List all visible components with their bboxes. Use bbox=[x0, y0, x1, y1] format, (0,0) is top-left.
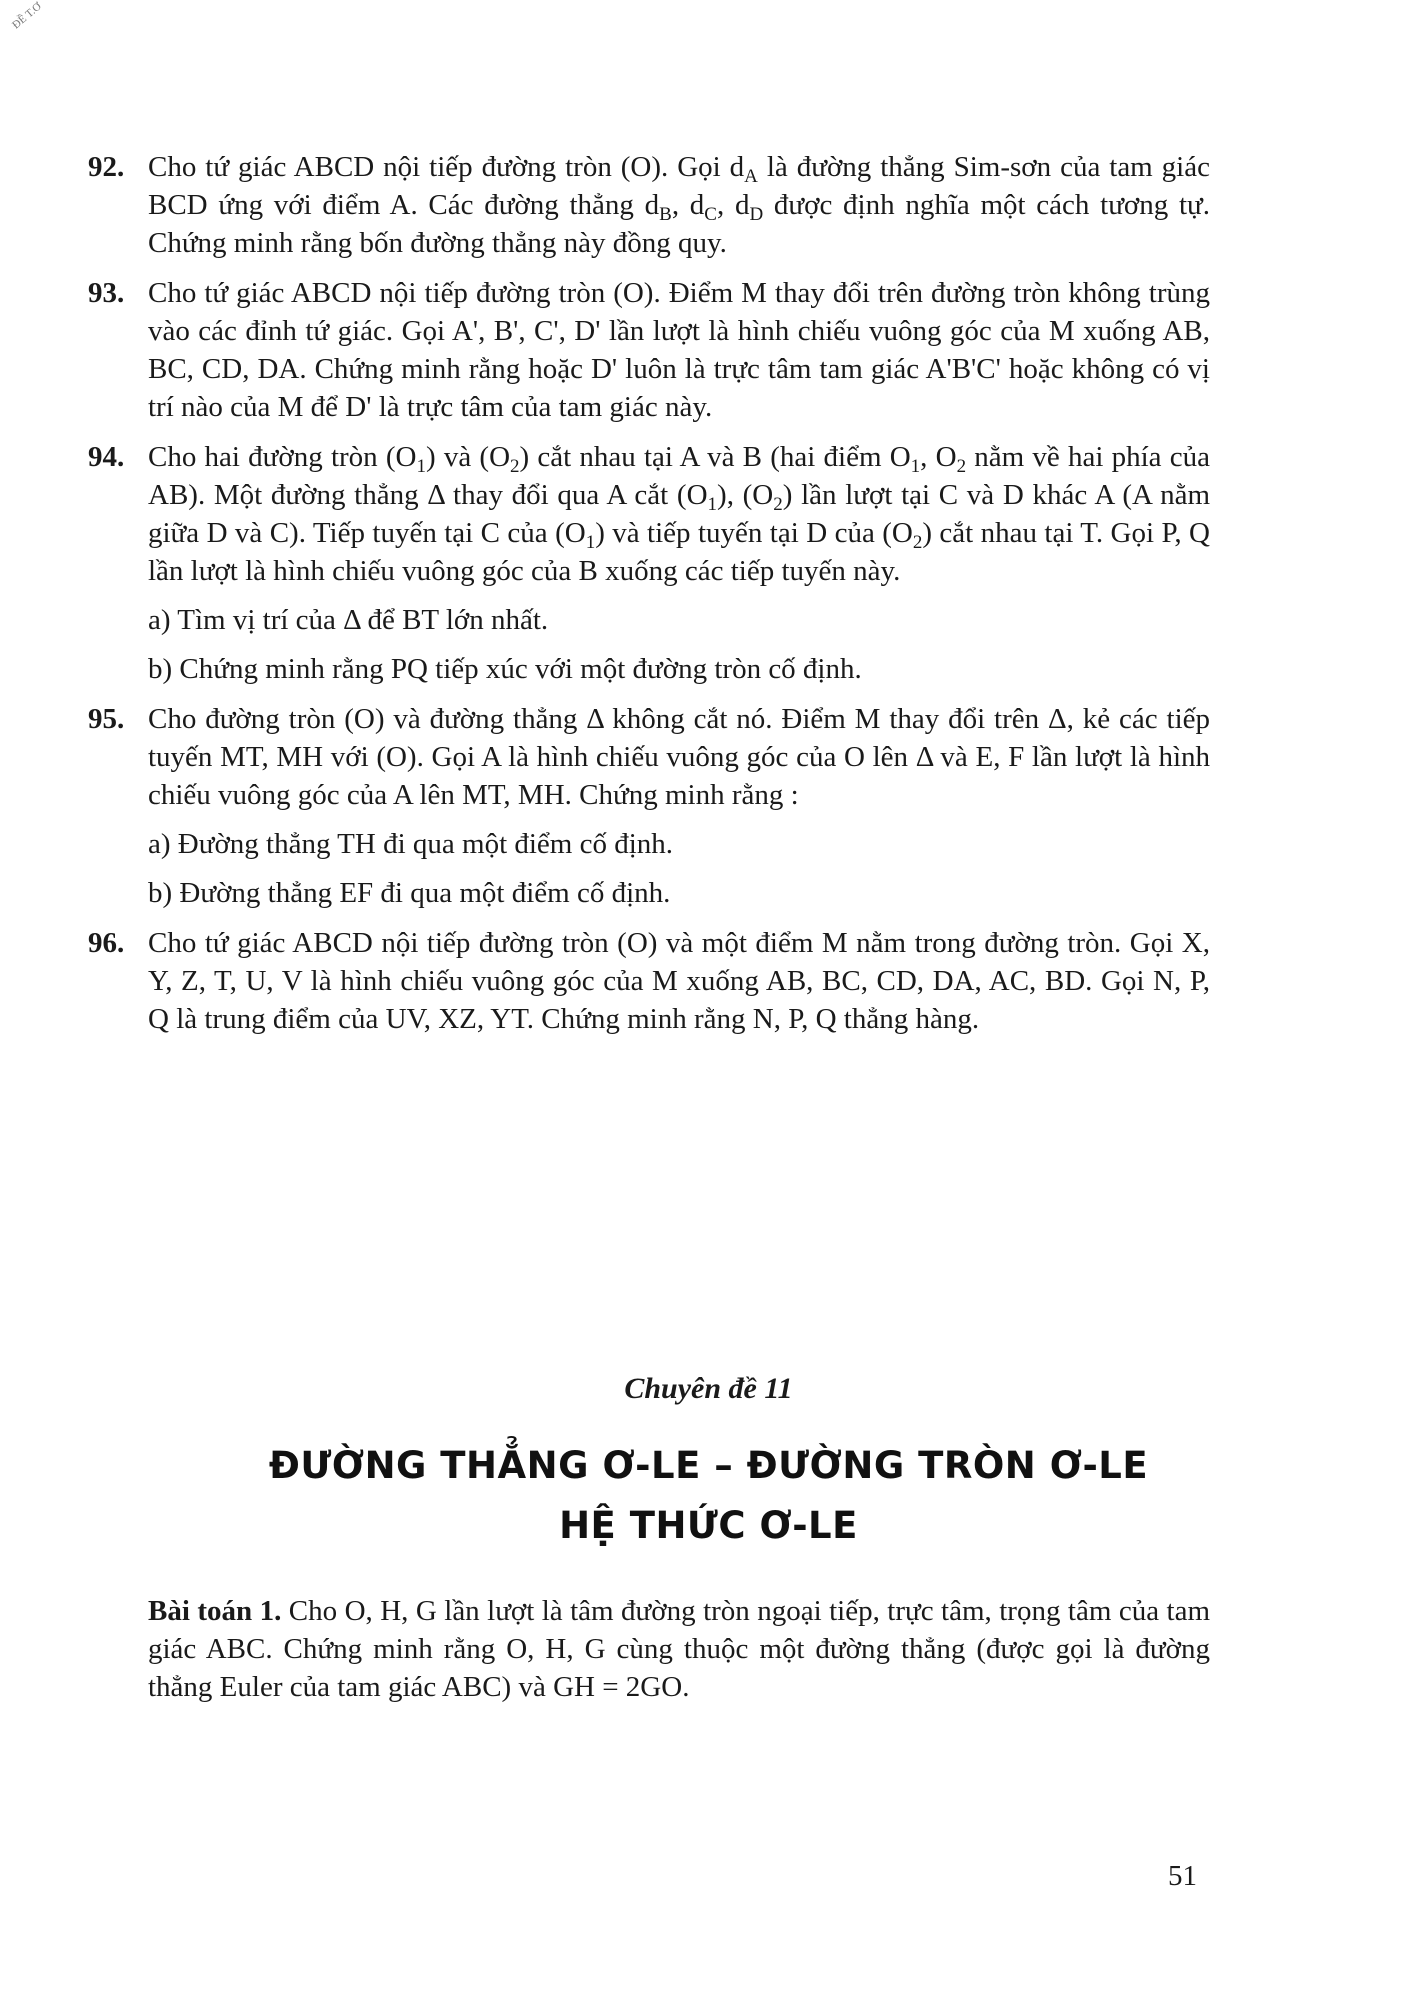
problem-96 bbox=[88, 924, 1210, 1038]
page-number: 51 bbox=[1168, 1860, 1197, 1892]
chapter-heading bbox=[0, 1436, 1417, 1556]
problem-94 bbox=[88, 438, 1210, 688]
topic-label: Chuyên đề 11 bbox=[624, 1372, 793, 1405]
problem-95 bbox=[88, 700, 1210, 912]
problem-93 bbox=[88, 274, 1210, 426]
corner-mark: ĐỀ T.Ơ bbox=[10, 0, 44, 32]
problem-92 bbox=[88, 148, 1210, 262]
problem-text: Cho đường tròn (O) và đường thẳng Δ không cắt nó. Điểm M thay đổi trên Δ, kẻ các tiếp tuyến MT, MH với (O). Gọi A là hình chiếu vuông góc của O lên Δ và E, F lần lượt là hình chiếu vuông góc của A lên MT, MH. Chứng minh rằng : bbox=[148, 703, 1210, 811]
problem-number: 95. bbox=[88, 703, 125, 735]
heading-line-1: ĐƯỜNG THẲNG Ơ-LE – ĐƯỜNG TRÒN Ơ-LE bbox=[268, 1444, 1149, 1487]
problem-text: Cho hai đường tròn $(O_1)$ và $(O_2)$ cắt nhau tại A và B (hai điểm $O_1$, $O_2$ nằm về hai phía của AB). Một đường thẳng Δ thay đổi qua A cắt $(O_1)$, $(O_2)$ lần lượt tại C và D khác A (A nằm giữa D và C). Tiếp tuyến tại C của $(O_1)$ và tiếp tuyến tại D của $(O_2)$ cắt nhau tại T. Gọi P, Q lần lượt là hình chiếu vuông góc của B xuống các tiếp tuyến này. bbox=[148, 441, 1210, 587]
heading-line-2: HỆ THỨC Ơ-LE bbox=[559, 1504, 858, 1547]
problem-number: 92. bbox=[88, 151, 125, 183]
problem-text: Cho tứ giác ABCD nội tiếp đường tròn (O). Gọi $d_A$ là đường thẳng Sim-sơn của tam giác BCD ứng với điểm A. Các đường thẳng $d_B$, $d_C$, $d_D$ được định nghĩa một cách tương tự. Chứng minh rằng bốn đường thẳng này đồng quy. bbox=[148, 151, 1210, 259]
problem-statement bbox=[148, 1592, 1210, 1706]
sub-question-b: b) Chứng minh rằng PQ tiếp xúc với một đường tròn cố định. bbox=[148, 653, 862, 685]
problem-number: 93. bbox=[88, 277, 125, 309]
problem-label: Bài toán 1. bbox=[148, 1595, 282, 1627]
sub-question-a: a) Tìm vị trí của Δ để BT lớn nhất. bbox=[148, 604, 549, 636]
problem-text: Cho tứ giác ABCD nội tiếp đường tròn (O) và một điểm M nằm trong đường tròn. Gọi X, Y, Z, T, U, V là hình chiếu vuông góc của M xuống AB, BC, CD, DA, AC, BD. Gọi N, P, Q là trung điểm của UV, XZ, YT. Chứng minh rằng N, P, Q thẳng hàng. bbox=[148, 927, 1210, 1035]
problem-body: Cho O, H, G lần lượt là tâm đường tròn ngoại tiếp, trực tâm, trọng tâm của tam giác ABC. Chứng minh rằng O, H, G cùng thuộc một đường thẳng (được gọi là đường thẳng Euler của tam giác ABC) và GH = 2GO. bbox=[148, 1595, 1210, 1703]
problem-number: 96. bbox=[88, 927, 125, 959]
problem-text: Cho tứ giác ABCD nội tiếp đường tròn (O). Điểm M thay đổi trên đường tròn không trùng vào các đỉnh tứ giác. Gọi A', B', C', D' lần lượt là hình chiếu vuông góc của M xuống AB, BC, CD, DA. Chứng minh rằng hoặc D' luôn là trực tâm tam giác A'B'C' hoặc không có vị trí nào của M để D' là trực tâm của tam giác này. bbox=[148, 277, 1210, 423]
problem-number: 94. bbox=[88, 441, 125, 473]
sub-question-b: b) Đường thẳng EF đi qua một điểm cố định. bbox=[148, 877, 671, 909]
sub-question-a: a) Đường thẳng TH đi qua một điểm cố định. bbox=[148, 828, 674, 860]
problem-list bbox=[88, 148, 1210, 1050]
